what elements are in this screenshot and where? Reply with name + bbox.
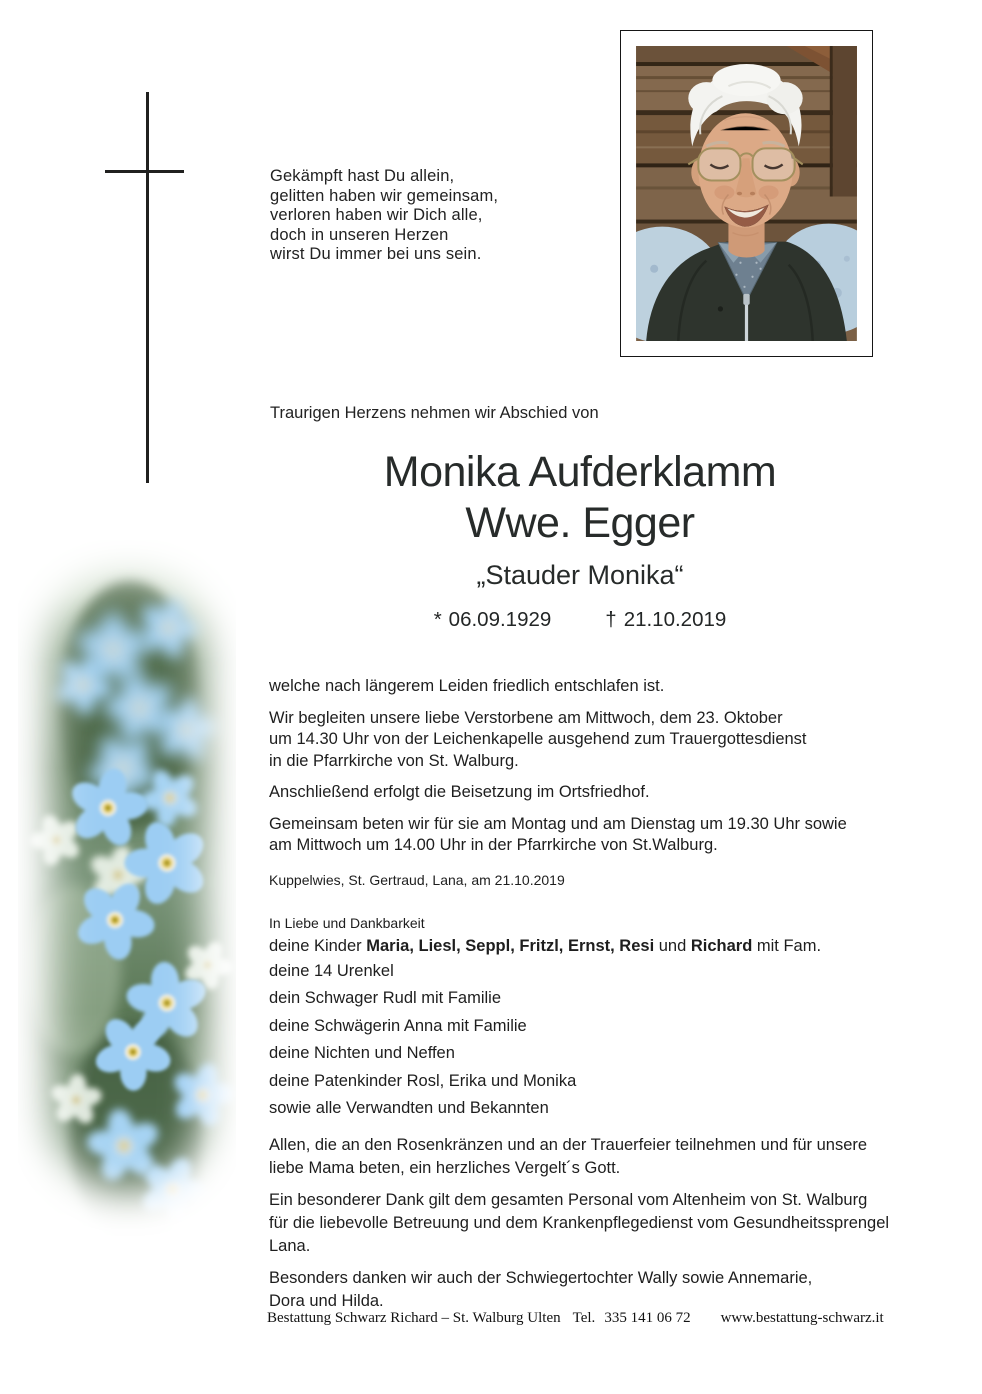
mourners-heading: In Liebe und Dankbarkeit [269, 914, 425, 931]
life-dates [240, 608, 920, 632]
portrait-photo-frame [620, 30, 873, 357]
mourner-name: Maria, Liesl, Seppl, Fritzl, Ernst, Resi [366, 936, 655, 955]
announcement-column [269, 676, 924, 1322]
mourner-line [269, 1097, 924, 1119]
cross-vertical-bar [146, 92, 149, 483]
mourner-line [269, 1015, 924, 1037]
mourner-line [269, 1070, 924, 1092]
thanks-paragraph: Allen, die an den Rosenkränzen und an der Trauerfeier teilnehmen und für unsere liebe Mama beten, ein herzliches Vergelt´s Gott. [269, 1136, 868, 1177]
deceased-headline [240, 447, 920, 632]
thanks-paragraph: Ein besonderer Dank gilt dem gesamten Personal vom Altenheim von St. Walburg für die liebevolle Betreuung und dem Krankenpflegedienst vom Gesundheitssprengel Lana. [269, 1191, 890, 1255]
poem-line: doch in unseren Herzen [270, 225, 449, 244]
cross-horizontal-bar [105, 170, 184, 173]
deceased-name-line1: Monika Aufderklamm [383, 448, 777, 496]
death-date: † 21.10.2019 [605, 608, 727, 631]
birth-date: * 06.09.1929 [433, 608, 552, 631]
mourner-text: deine Nichten und Neffen [269, 1044, 455, 1062]
tel-number: 335 141 06 72 [604, 1310, 691, 1326]
mourner-line [269, 1042, 924, 1064]
mourner-text: mit Fam. [752, 936, 822, 955]
deceased-nickname: „Stauder Monika“ [476, 560, 684, 590]
thanks-paragraph: Besonders danken wir auch der Schwiegertochter Wally sowie Annemarie, Dora und Hilda. [269, 1269, 813, 1310]
mourner-name: Richard [690, 936, 753, 955]
poem-line: Gekämpft hast Du allein, [270, 167, 455, 185]
funeral-home-name: Bestattung Schwarz Richard – St. Walburg Ulten [267, 1310, 561, 1326]
funeral-home-footer [267, 1310, 947, 1327]
memorial-poem [270, 167, 498, 265]
mourner-text: sowie alle Verwandten und Bekannten [269, 1099, 549, 1117]
mourner-text: dein Schwager Rudl mit Familie [269, 989, 502, 1007]
poem-line: wirst Du immer bei uns sein. [270, 245, 482, 263]
funeral-announcement [269, 676, 924, 857]
mourner-text: deine Schwägerin Anna mit Familie [269, 1016, 527, 1035]
mourners-list [269, 935, 924, 1120]
poem-line: verloren haben wir Dich alle, [270, 206, 483, 224]
forget-me-not-image [18, 540, 236, 1300]
thanks-section [269, 1134, 924, 1313]
tel-label: Tel. [572, 1310, 596, 1326]
website-text: www.bestattung-schwarz.it [720, 1310, 884, 1326]
farewell-intro: Traurigen Herzens nehmen wir Abschied von [270, 404, 599, 422]
mourner-line [269, 987, 924, 1009]
deceased-name-line2: Wwe. Egger [465, 499, 695, 547]
portrait-photo [636, 46, 857, 341]
death-cross-symbol: † [605, 608, 617, 631]
announcement-paragraph: Wir begleiten unsere liebe Verstorbene am Mittwoch, dem 23. Oktober um 14.30 Uhr von der Leichenkapelle ausgehend zum Trauergottesdienst in die Pfarrkirche von St. Walburg. [269, 708, 807, 770]
mourner-text: und [654, 936, 691, 955]
place-dateline: Kuppelwies, St. Gertraud, Lana, am 21.10.2019 [269, 871, 565, 888]
announcement-paragraph: welche nach längerem Leiden friedlich entschlafen ist. [269, 677, 665, 695]
mourner-text: deine 14 Urenkel [269, 961, 394, 980]
announcement-paragraph: Gemeinsam beten wir für sie am Montag und am Dienstag um 19.30 Uhr sowie am Mittwoch um 14.00 Uhr in der Pfarrkirche von St.Walburg. [269, 814, 847, 854]
mourner-text: deine Patenkinder Rosl, Erika und Monika [269, 1071, 577, 1090]
poem-line: gelitten haben wir gemeinsam, [270, 186, 499, 205]
mourner-text: deine Kinder [269, 936, 367, 955]
mourner-line [269, 960, 924, 982]
mourner-line [269, 935, 924, 957]
announcement-paragraph: Anschließend erfolgt die Beisetzung im Ortsfriedhof. [269, 783, 650, 801]
birth-star-symbol: * [433, 608, 442, 631]
